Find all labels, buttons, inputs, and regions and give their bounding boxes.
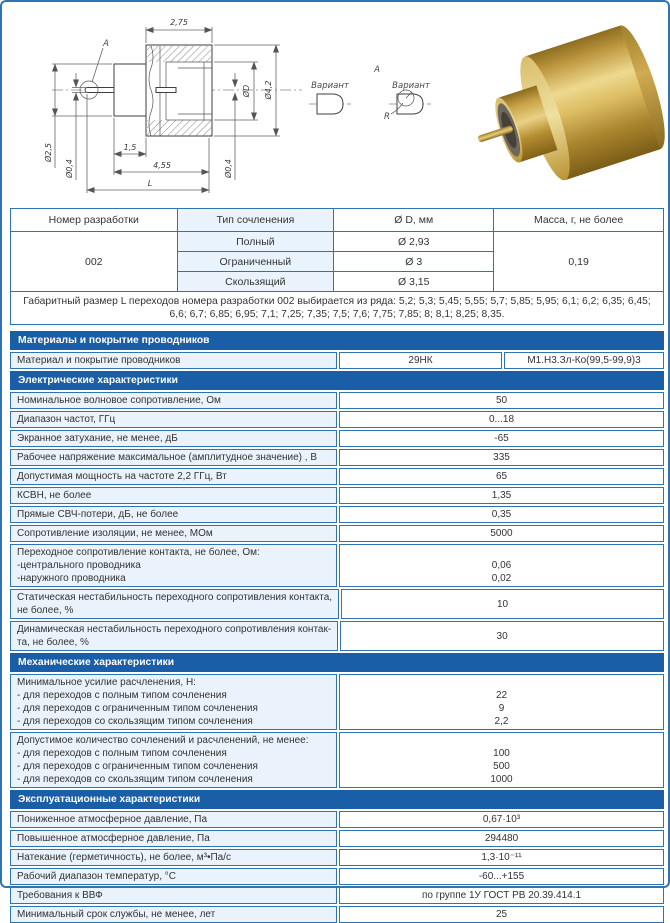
spec-label-cell: [10, 732, 337, 788]
spec-label-line: Материал и покрытие проводников: [17, 355, 181, 366]
spec-label-line: Диапазон частот, ГГц: [17, 414, 116, 425]
dim-label-2-75: 2,75: [170, 18, 188, 27]
spec-label-line: -наружного проводника: [17, 573, 126, 584]
spec-value-line: 5000: [490, 528, 513, 539]
spec-label-line: -центрального проводника: [17, 560, 141, 571]
spec-value-cell: [339, 525, 664, 542]
spec-value-line: 335: [493, 452, 510, 463]
spec-row: [10, 487, 664, 504]
dev-number-cell: 002: [11, 232, 178, 292]
spec-label-cell: [10, 621, 338, 651]
spec-row: [10, 525, 664, 542]
spec-label-line: - для переходов со скользящим типом сочленения: [17, 716, 253, 727]
size-note-line: 6,6; 6,7; 6,85; 6,95; 7,1; 7,25; 7,35; 7,5; 7,6; 7,75; 7,85; 8; 8,1; 8,25; 8,35.: [169, 309, 505, 320]
spec-label-line: Минимальное усилие расчленения, Н:: [17, 677, 196, 688]
spec-value-line: 30: [496, 630, 508, 642]
spec-label-line: - для переходов с ограниченным типом сочленения: [17, 761, 258, 772]
size-note-line: Габаритный размер L переходов номера разработки 002 выбирается из ряда: 5,2; 5,3; 5,45; 5,55; 5,7; 5,85; 5,95; 6,1; 6,2; 6,35; 6,45;: [23, 296, 651, 307]
spec-section-header: Электрические характеристики: [10, 371, 664, 390]
spec-label-line: Рабочий диапазон температур, °С: [17, 871, 177, 882]
spec-label-cell: [10, 430, 337, 447]
spec-label-line: Переходное сопротивление контакта, не более, Ом:: [17, 547, 260, 558]
spec-label-cell: [10, 849, 337, 866]
spec-value-line: 500: [493, 761, 510, 772]
spec-label-cell: [10, 449, 337, 466]
view-a-mark: А: [374, 65, 380, 75]
spec-label-line: Экранное затухание, не менее, дБ: [17, 433, 178, 444]
spec-value-line: 0,67·10³: [482, 814, 521, 825]
spec-value-cell: [339, 732, 664, 788]
spec-label-cell: [10, 589, 339, 619]
spec-value-line: 294480: [484, 833, 519, 844]
spec-label-line: та, не более, %: [17, 637, 89, 648]
spec-label-cell: [10, 352, 337, 369]
spec-value-line: -60...+155: [478, 871, 525, 882]
size-header-diameter: Ø D, мм: [334, 209, 494, 232]
spec-value-line: 10: [496, 598, 509, 610]
spec-label-line: Номинальное волновое сопротивление, Ом: [17, 395, 221, 406]
spec-table: [10, 331, 664, 923]
spec-label-cell: [10, 411, 337, 428]
spec-value-line: 29НК: [408, 355, 433, 366]
spec-value-line: 65: [495, 471, 508, 482]
spec-row: [10, 887, 664, 904]
spec-value-line: 2,2: [494, 716, 509, 727]
spec-label-cell: [10, 674, 337, 730]
spec-label-cell: [10, 544, 337, 587]
variant-1-tip-shape: [317, 94, 343, 114]
spec-label-line: - для переходов с ограниченным типом сочленения: [17, 703, 258, 714]
spec-label-line: Натекание (герметичность), не более, м³•Па/с: [17, 852, 231, 863]
detail-view-variants: [309, 65, 431, 122]
spec-row: [10, 449, 664, 466]
spec-value-cell: [339, 544, 664, 587]
size-note-cell: [11, 292, 664, 325]
spec-value-line: [344, 676, 659, 689]
spec-label-cell: [10, 506, 337, 523]
spec-label-cell: [10, 868, 337, 885]
center-pin: [85, 88, 116, 93]
spec-value-cell: [339, 887, 664, 904]
spec-value-line: 1,3·10⁻¹¹: [481, 852, 522, 863]
mass-cell: 0,19: [494, 232, 664, 292]
spec-value-line: 1000: [490, 774, 513, 785]
spec-row: [10, 621, 664, 651]
spec-row: [10, 906, 664, 923]
spec-label-line: Допустимое количество сочленений и расчленений, не менее:: [17, 735, 309, 746]
mating-type-cell: Полный: [177, 232, 334, 252]
spec-value-cell: [339, 811, 664, 828]
spec-row: [10, 506, 664, 523]
spec-value-line: -65: [494, 433, 509, 444]
spec-row: [10, 811, 664, 828]
spec-row: [10, 411, 664, 428]
dim-label-4-55: 4,55: [153, 161, 171, 170]
spec-value-cell: [339, 411, 664, 428]
spec-row: [10, 868, 664, 885]
detail-mark-a: A: [103, 39, 109, 49]
dim-label-4-2: Ø4,2: [264, 80, 273, 100]
variant-1-label: Вариант: [311, 81, 349, 91]
spec-label-line: Сопротивление изоляции, не менее, МОм: [17, 528, 213, 539]
spec-value-line: 25: [495, 909, 508, 920]
spec-value-cell: [339, 830, 664, 847]
spec-section-header: Эксплуатационные характеристики: [10, 790, 664, 809]
spec-value-cell: [339, 468, 664, 485]
spec-label-cell: [10, 525, 337, 542]
spec-row: [10, 732, 664, 788]
spec-label-cell: [10, 887, 337, 904]
spec-row: [10, 849, 664, 866]
connector-photo: [458, 21, 670, 202]
size-table-header-row: [11, 209, 664, 232]
spec-label-line: Повышенное атмосферное давление, Па: [17, 833, 210, 844]
spec-value-cell: [339, 506, 664, 523]
variant-2-label: Вариант: [392, 81, 430, 91]
spec-label-line: Рабочее напряжение максимальное (амплитудное значение) , В: [17, 452, 318, 463]
diameter-cell: Ø 3: [334, 252, 494, 272]
spec-row: [10, 392, 664, 409]
mating-type-cell: Скользящий: [177, 272, 334, 292]
spec-value-cell: [339, 449, 664, 466]
spec-value-cell: [339, 352, 502, 369]
spec-label-line: - для переходов с полным типом сочленения: [17, 690, 227, 701]
size-table-row: [11, 232, 664, 252]
spec-value-line: 9: [498, 703, 505, 714]
spec-value-line: 50: [495, 395, 508, 406]
spec-label-cell: [10, 468, 337, 485]
spec-label-line: Требования к ВВФ: [17, 890, 103, 901]
spec-label-cell: [10, 811, 337, 828]
spec-label-line: Минимальный срок службы, не менее, лет: [17, 909, 216, 920]
spec-label-cell: [10, 906, 337, 923]
spec-label-cell: [10, 830, 337, 847]
spec-row: [10, 830, 664, 847]
spec-value-cell: [340, 621, 664, 651]
dim-label-0-4-pin: Ø0,4: [65, 158, 74, 178]
spec-value-cell: [339, 906, 664, 923]
spec-value-cell: [339, 674, 664, 730]
spec-label-line: - для переходов с полным типом сочленения: [17, 748, 227, 759]
spec-value-cell: [339, 430, 664, 447]
spec-row: [10, 589, 664, 619]
spec-value-line: [344, 546, 659, 559]
spec-section-header: Материалы и покрытие проводников: [10, 331, 664, 350]
spec-value-line: 100: [493, 748, 510, 759]
spec-label-line: Динамическая нестабильность переходного сопротивления контак-: [17, 624, 332, 635]
spec-value-line: по группе 1У ГОСТ РВ 20.39.414.1: [421, 890, 582, 901]
dim-label-1-5: 1,5: [123, 143, 137, 152]
radius-mark: R: [384, 112, 390, 122]
technical-drawing-area: [10, 10, 664, 206]
spec-value-cell: [504, 352, 664, 369]
spec-value-line: 0,02: [491, 573, 512, 584]
spec-label-cell: [10, 487, 337, 504]
size-table: [10, 208, 664, 325]
spec-value-line: 0,35: [491, 509, 512, 520]
spec-label-line: Статическая нестабильность переходного сопротивления контакта,: [17, 592, 333, 603]
spec-value-line: 0,06: [491, 560, 512, 571]
size-header-mass: Масса, г, не более: [494, 209, 664, 232]
spec-row: [10, 352, 664, 369]
diameter-cell: Ø 2,93: [334, 232, 494, 252]
spec-row: [10, 544, 664, 587]
spec-label-line: - для переходов со скользящим типом сочленения: [17, 774, 253, 785]
size-header-dev-number: Номер разработки: [11, 209, 178, 232]
spec-row: [10, 430, 664, 447]
diameter-cell: Ø 3,15: [334, 272, 494, 292]
dim-label-2-5: Ø2,5: [44, 142, 53, 162]
spec-row: [10, 468, 664, 485]
spec-value-cell: [341, 589, 664, 619]
spec-value-line: 0...18: [488, 414, 515, 425]
spec-value-cell: [339, 487, 664, 504]
spec-label-line: Пониженное атмосферное давление, Па: [17, 814, 208, 825]
spec-label-cell: [10, 392, 337, 409]
size-header-mating-type: Тип сочленения: [177, 209, 334, 232]
spec-label-line: КСВН, не более: [17, 490, 92, 501]
spec-label-line: не более, %: [17, 605, 74, 616]
spec-value-cell: [339, 392, 664, 409]
spec-label-line: Прямые СВЧ-потери, дБ, не более: [17, 509, 179, 520]
dim-label-0-4-inner: Ø0,4: [224, 158, 233, 178]
spec-value-line: М1.Н3.Зл-Ко(99,5-99,9)3: [527, 355, 641, 366]
spec-row: [10, 674, 664, 730]
spec-value-cell: [339, 868, 664, 885]
spec-value-line: 22: [495, 690, 508, 701]
size-table-note-row: [11, 292, 664, 325]
spec-value-cell: [339, 849, 664, 866]
spec-label-line: Допустимая мощность на частоте 2,2 ГГц, Вт: [17, 471, 227, 482]
spec-value-line: 1,35: [491, 490, 512, 501]
connector-section-drawing: [43, 18, 302, 193]
spec-value-line: [344, 734, 659, 747]
dim-label-d: ØD: [242, 84, 251, 98]
mating-type-cell: Ограниченный: [177, 252, 334, 272]
spec-section-header: Механические характеристики: [10, 653, 664, 672]
dim-label-l: L: [147, 179, 153, 188]
